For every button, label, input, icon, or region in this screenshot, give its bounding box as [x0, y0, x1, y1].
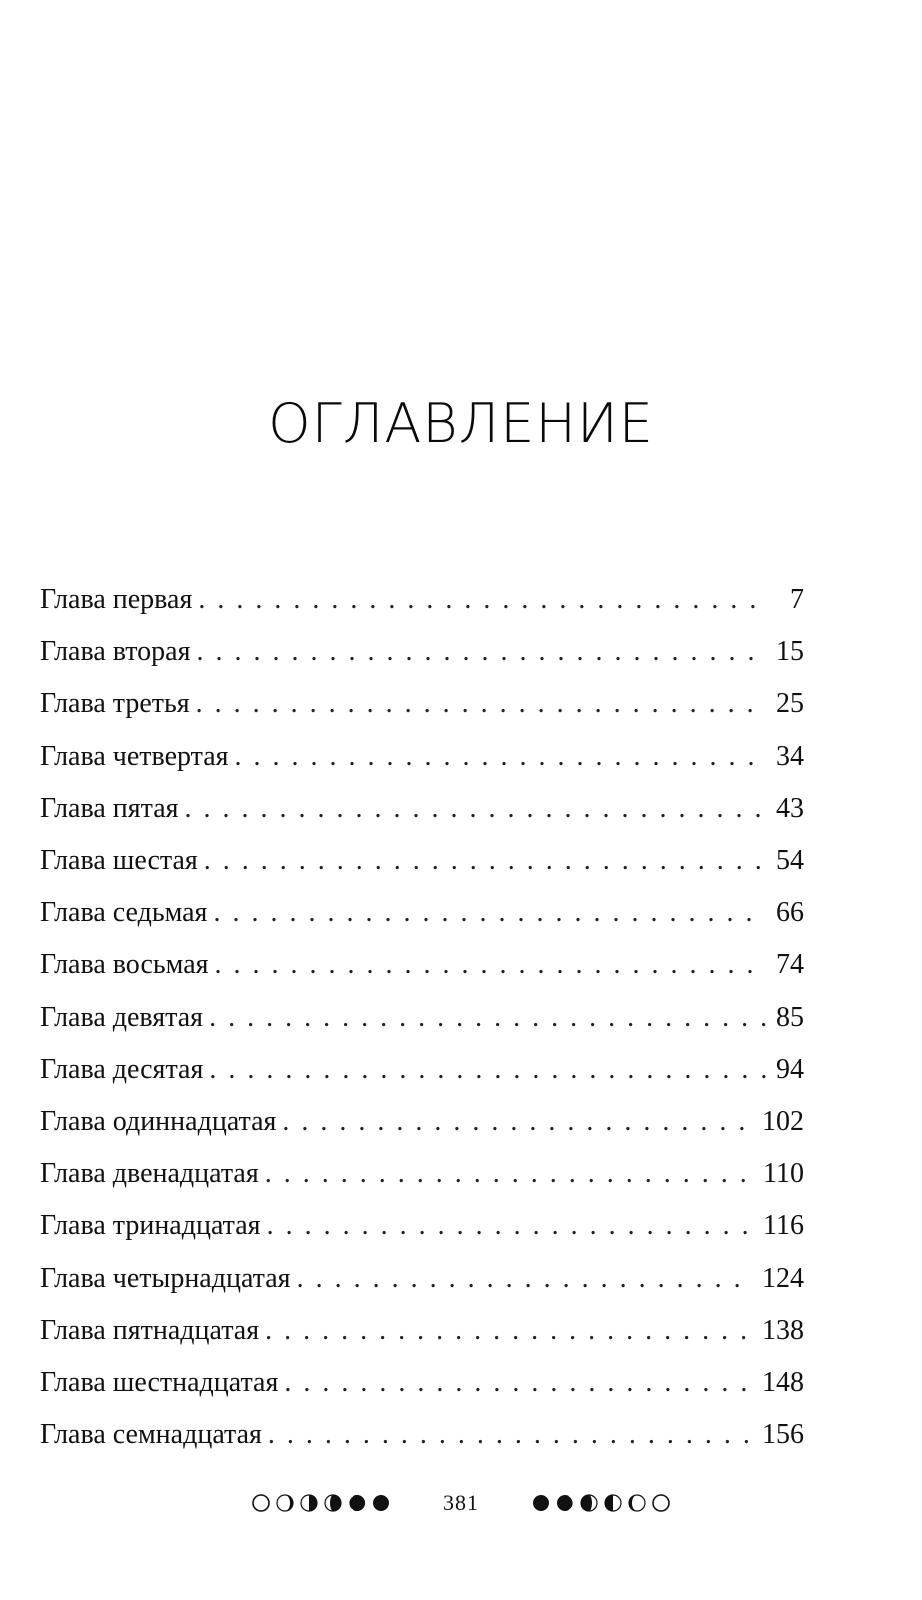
toc-leader-dots: [209, 992, 766, 1044]
moon-phase-ornament-right: [531, 1493, 671, 1513]
toc-leader-dots: [265, 1305, 754, 1357]
toc-leader-dots: [209, 1044, 766, 1096]
toc-leader-dots: [265, 1148, 755, 1200]
toc-entry[interactable]: [40, 887, 804, 939]
toc-entry[interactable]: [40, 1148, 804, 1200]
waning-crescent-icon: [323, 1493, 343, 1513]
toc-entry-page: 110: [763, 1158, 804, 1190]
table-of-contents: [40, 574, 804, 1461]
waxing-gibbous-icon: [627, 1493, 647, 1513]
toc-entry-label: Глава семнадцатая: [40, 1419, 262, 1451]
toc-entry-page: 124: [762, 1262, 804, 1294]
toc-leader-dots: [196, 678, 766, 730]
toc-leader-dots: [235, 731, 766, 783]
moon-phase-ornament-left: [251, 1493, 391, 1513]
toc-entry-label: Глава третья: [40, 688, 190, 720]
toc-leader-dots: [213, 887, 766, 939]
toc-entry[interactable]: [40, 835, 804, 887]
toc-entry-label: Глава десятая: [40, 1053, 204, 1085]
toc-entry[interactable]: [40, 574, 804, 626]
toc-entry[interactable]: [40, 1357, 804, 1409]
toc-entry-label: Глава пятая: [40, 792, 179, 824]
toc-leader-dots: [284, 1357, 754, 1409]
toc-entry-page: 94: [776, 1053, 804, 1085]
full-moon-icon: [251, 1493, 271, 1513]
waxing-thin-crescent-icon: [555, 1493, 575, 1513]
toc-leader-dots: [185, 783, 766, 835]
toc-entry[interactable]: [40, 1305, 804, 1357]
toc-entry-label: Глава тринадцатая: [40, 1210, 261, 1242]
toc-entry[interactable]: [40, 1096, 804, 1148]
toc-entry-page: 15: [776, 636, 804, 668]
last-quarter-icon: [299, 1493, 319, 1513]
toc-entry-label: Глава шестая: [40, 845, 198, 877]
toc-entry-page: 25: [776, 688, 804, 720]
toc-entry-page: 74: [776, 949, 804, 981]
toc-entry-page: 85: [776, 1001, 804, 1033]
toc-entry-label: Глава четырнадцатая: [40, 1262, 291, 1294]
toc-entry[interactable]: [40, 1044, 804, 1096]
toc-leader-dots: [282, 1096, 754, 1148]
toc-leader-dots: [297, 1253, 754, 1305]
toc-entry-page: 7: [790, 584, 804, 616]
waning-gibbous-icon: [275, 1493, 295, 1513]
toc-entry-label: Глава шестнадцатая: [40, 1366, 279, 1398]
toc-leader-dots: [267, 1200, 755, 1252]
toc-leader-dots: [268, 1409, 754, 1461]
page-title: ОГЛАВЛЕНИЕ: [268, 392, 654, 455]
toc-entry-label: Глава восьмая: [40, 949, 209, 981]
toc-entry[interactable]: [40, 1409, 804, 1461]
first-quarter-icon: [603, 1493, 623, 1513]
toc-leader-dots: [204, 835, 766, 887]
waning-thin-crescent-icon: [347, 1493, 367, 1513]
full-moon-icon: [651, 1493, 671, 1513]
toc-entry-label: Глава первая: [40, 584, 193, 616]
toc-entry[interactable]: [40, 992, 804, 1044]
toc-entry-label: Глава седьмая: [40, 897, 208, 929]
toc-entry[interactable]: [40, 731, 804, 783]
page-number: 381: [443, 1490, 479, 1515]
toc-entry[interactable]: [40, 783, 804, 835]
toc-entry[interactable]: [40, 1200, 804, 1252]
toc-entry-page: 116: [763, 1210, 804, 1242]
toc-entry-page: 156: [762, 1419, 804, 1451]
toc-leader-dots: [215, 939, 766, 991]
toc-entry-page: 66: [776, 897, 804, 929]
toc-entry-page: 102: [762, 1105, 804, 1137]
toc-entry-label: Глава четвертая: [40, 740, 229, 772]
toc-entry-page: 54: [776, 845, 804, 877]
waxing-crescent-icon: [579, 1493, 599, 1513]
toc-entry[interactable]: [40, 678, 804, 730]
toc-entry-page: 148: [762, 1366, 804, 1398]
toc-entry-page: 43: [776, 792, 804, 824]
toc-entry-label: Глава двенадцатая: [40, 1158, 259, 1190]
toc-leader-dots: [198, 574, 766, 626]
toc-entry-page: 138: [762, 1314, 804, 1346]
toc-entry-label: Глава пятнадцатая: [40, 1314, 260, 1346]
toc-entry[interactable]: [40, 626, 804, 678]
toc-entry-label: Глава вторая: [40, 636, 191, 668]
toc-leader-dots: [196, 626, 766, 678]
toc-entry-label: Глава девятая: [40, 1001, 204, 1033]
toc-entry[interactable]: [40, 939, 804, 991]
page-footer: [0, 1490, 922, 1516]
new-moon-icon: [531, 1493, 551, 1513]
new-moon-icon: [371, 1493, 391, 1513]
toc-entry-page: 34: [776, 740, 804, 772]
toc-entry-label: Глава одиннадцатая: [40, 1105, 277, 1137]
toc-entry[interactable]: [40, 1252, 804, 1304]
